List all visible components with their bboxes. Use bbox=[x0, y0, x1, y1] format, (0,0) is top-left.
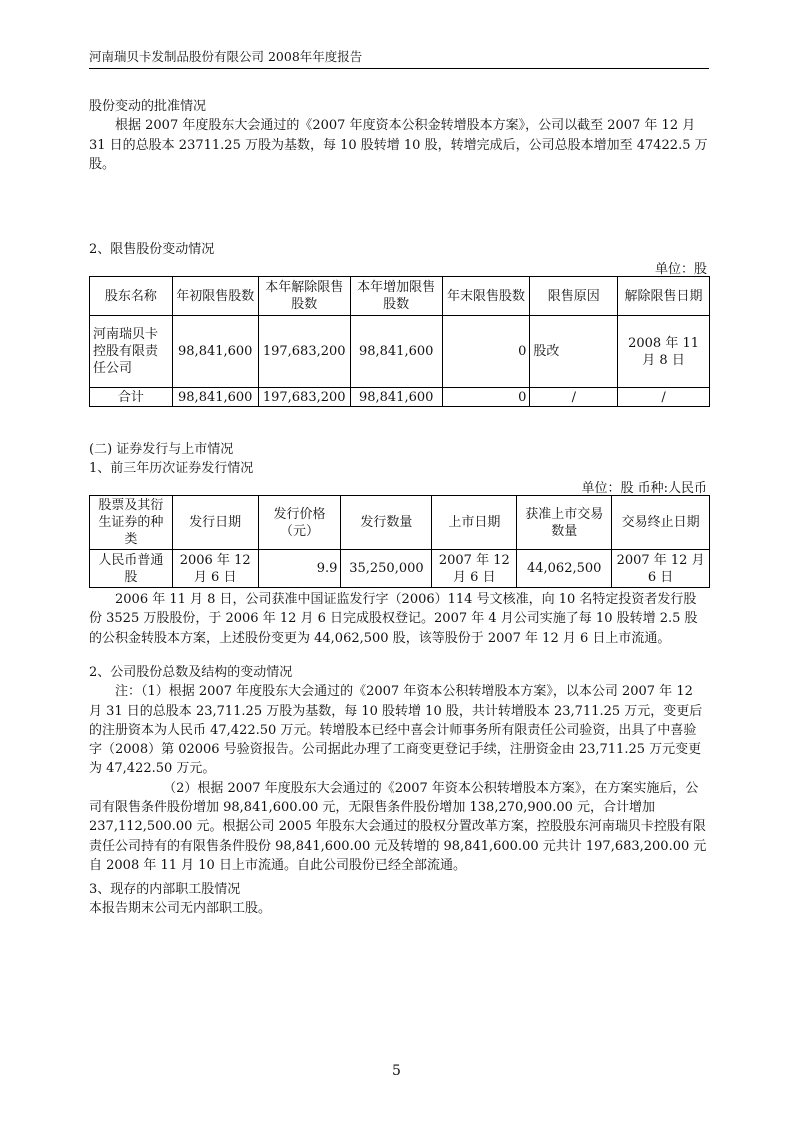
table-header-row bbox=[90, 496, 710, 550]
cell: 98,841,600 bbox=[350, 316, 442, 388]
securities-title: 1、前三年历次证券发行情况 bbox=[89, 461, 254, 477]
cell: 98,841,600 bbox=[172, 316, 258, 388]
employee-title: 3、现存的内部职工股情况 bbox=[89, 882, 241, 897]
header-cell: 股票及其衍生证券的种类 bbox=[90, 496, 173, 550]
page-header: 河南瑞贝卡发制品股份有限公司 2008年年度报告 bbox=[89, 47, 709, 69]
structure-section bbox=[89, 663, 709, 875]
header-cell: 解除限售日期 bbox=[618, 277, 710, 316]
cell: 98,841,600 bbox=[172, 388, 258, 407]
cell: / bbox=[530, 388, 618, 407]
header-cell: 限售原因 bbox=[530, 277, 618, 316]
cell: 股改 bbox=[530, 316, 618, 388]
restricted-unit: 单位：股 bbox=[654, 262, 707, 277]
approval-title: 股份变动的批准情况 bbox=[89, 99, 207, 114]
restricted-shares-table bbox=[89, 276, 710, 407]
cell: / bbox=[618, 388, 710, 407]
cell: 2006 年 12 月 6 日 bbox=[172, 550, 258, 588]
structure-title: 2、公司股份总数及结构的变动情况 bbox=[89, 665, 293, 680]
securities-note bbox=[89, 590, 709, 648]
cell: 0 bbox=[442, 388, 530, 407]
approval-text: 根据 2007 年度股东大会通过的《2007 年度资本公积金转增股本方案》，公司以截至 2007 年 12 月 31 日的总股本 23711.25 万股为基数，每 10 股转增 10 股，转增完成后，公司总股本增加至 47422.5 万股。 bbox=[89, 118, 708, 172]
cell: 2008 年 11 月 8 日 bbox=[618, 316, 710, 388]
table-total-row bbox=[90, 388, 710, 407]
header-cell: 交易终止日期 bbox=[612, 496, 710, 550]
table-row bbox=[90, 316, 710, 388]
employee-section bbox=[89, 880, 709, 919]
header-cell: 本年解除限售股数 bbox=[258, 277, 350, 316]
header-cell: 发行数量 bbox=[341, 496, 432, 550]
cell: 197,683,200 bbox=[258, 388, 350, 407]
securities-section-title: (二) 证券发行与上市情况 bbox=[89, 442, 234, 457]
securities-issuance-table bbox=[89, 495, 710, 588]
structure-note-2: （2）根据 2007 年度股东大会通过的《2007 年资本公积转增股本方案》，在方案实施后，公司有限售条件股份增加 98,841,600.00 元，无限售条件股份增加 138,270,900.00 元，合计增加 237,112,500.00 元。根据公司 2005 年股东大会通过的股权分置改革方案，控股股东河南瑞贝卡控股有限责任公司持有的有限售条件股份 98,841,600.00 元及转增的 98,841,600.00 元共计 197,683,200.00 元自 2008 年 11 月 10 日上市流通。自此公司股份已经全部流通。 bbox=[89, 780, 707, 873]
securities-unit: 单位：股 币种:人民币 bbox=[581, 481, 707, 496]
header-cell: 本年增加限售股数 bbox=[350, 277, 442, 316]
header-cell: 年初限售股数 bbox=[172, 277, 258, 316]
cell: 9.9 bbox=[258, 550, 341, 588]
cell: 2007 年 12 月 6 日 bbox=[432, 550, 517, 588]
cell: 2007 年 12 月 6 日 bbox=[612, 550, 710, 588]
cell: 35,250,000 bbox=[341, 550, 432, 588]
securities-note-text: 2006 年 11 月 8 日，公司获准中国证监发行字（2006）114 号文核准，向 10 名特定投资者发行股份 3525 万股股份，于 2006 年 12 月 6 日完成股权登记。2007 年 4 月公司实施了每 10 股转增 2.5 股的公积金转股本方案，上述股份变更为 44,062,500 股，该等股份于 2007 年 12 月 6 日上市流通。 bbox=[89, 592, 698, 646]
employee-text: 本报告期末公司无内部职工股。 bbox=[89, 901, 272, 917]
securities-section-heading bbox=[89, 440, 709, 479]
header-cell: 发行价格（元） bbox=[258, 496, 341, 550]
table-row bbox=[90, 550, 710, 588]
cell: 合计 bbox=[90, 388, 173, 407]
table-header-row bbox=[90, 277, 710, 316]
approval-section bbox=[89, 97, 709, 174]
header-cell: 发行日期 bbox=[172, 496, 258, 550]
restricted-title: 2、限售股份变动情况 bbox=[89, 242, 215, 257]
header-cell: 获准上市交易数量 bbox=[517, 496, 612, 550]
cell: 44,062,500 bbox=[517, 550, 612, 588]
cell: 197,683,200 bbox=[258, 316, 350, 388]
header-cell: 股东名称 bbox=[90, 277, 173, 316]
cell: 0 bbox=[442, 316, 530, 388]
page-number: 5 bbox=[392, 1063, 401, 1079]
header-cell: 上市日期 bbox=[432, 496, 517, 550]
header-cell: 年末限售股数 bbox=[442, 277, 530, 316]
cell: 河南瑞贝卡控股有限责任公司 bbox=[90, 316, 173, 388]
cell: 98,841,600 bbox=[350, 388, 442, 407]
structure-note-1: 注：（1）根据 2007 年度股东大会通过的《2007 年资本公积转增股本方案》，以本公司 2007 年 12 月 31 日的总股本 23,711.25 万股为基数，每 10 股转增 10 股，共计转增股本 23,711.25 万元，变更后的注册资本为人民币 47,422.50 万元。转增股本已经中喜会计师事务所有限责任公司验资，出具了中喜验字（2008）第 02006 号验资报告。公司据此办理了工商变更登记手续，注册资金由 23,711.25 万元变更为 47,422.50 万元。 bbox=[89, 684, 703, 777]
cell: 人民币普通股 bbox=[90, 550, 173, 588]
